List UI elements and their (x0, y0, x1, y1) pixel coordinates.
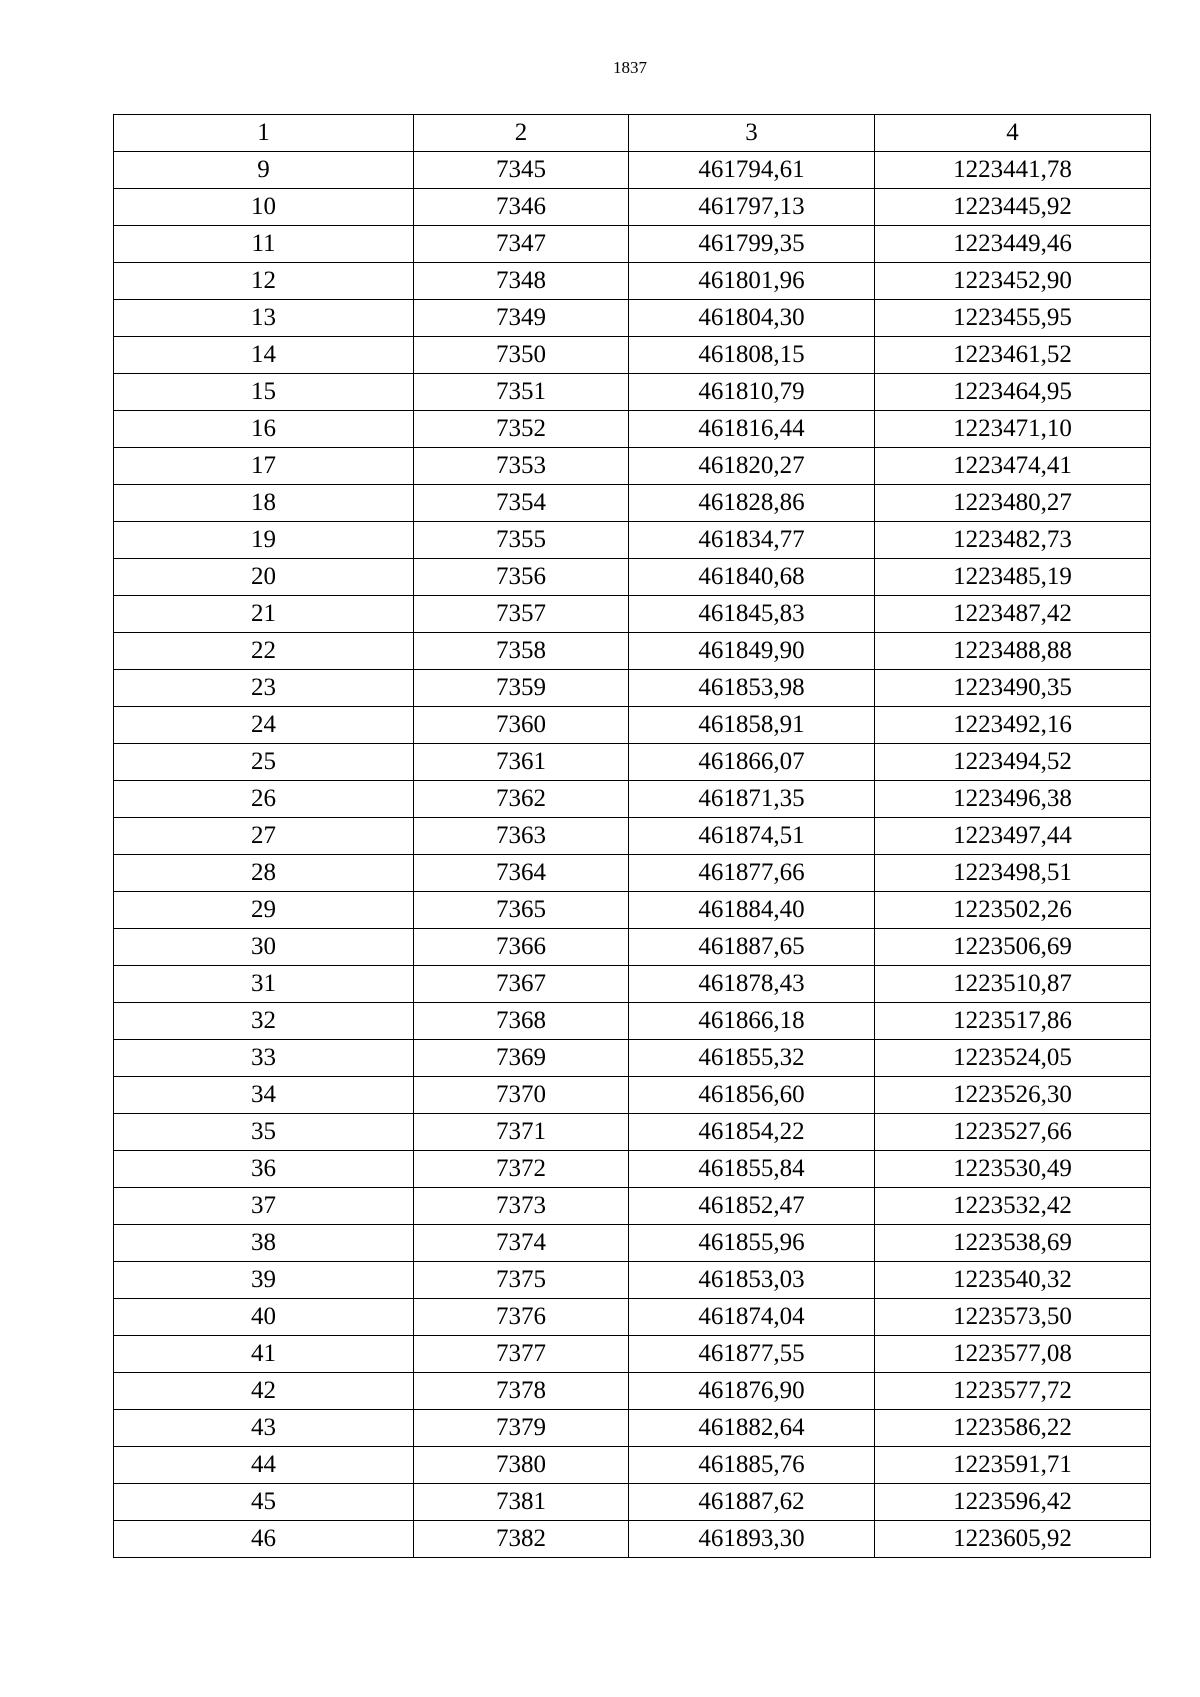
table-row (114, 152, 1151, 189)
table-row (114, 1188, 1151, 1225)
row-number-cell: 31 (114, 966, 414, 1003)
x-coordinate-cell: 461801,96 (629, 263, 875, 300)
y-coordinate-cell: 1223506,69 (875, 929, 1151, 966)
y-coordinate-cell: 1223498,51 (875, 855, 1151, 892)
row-number-cell: 46 (114, 1521, 414, 1558)
row-number-cell: 42 (114, 1373, 414, 1410)
y-coordinate-cell: 1223596,42 (875, 1484, 1151, 1521)
x-coordinate-cell: 461804,30 (629, 300, 875, 337)
y-coordinate-cell: 1223497,44 (875, 818, 1151, 855)
table-row (114, 670, 1151, 707)
table-row (114, 892, 1151, 929)
point-number-cell: 7353 (414, 448, 629, 485)
y-coordinate-cell: 1223494,52 (875, 744, 1151, 781)
point-number-cell: 7369 (414, 1040, 629, 1077)
point-number-cell: 7345 (414, 152, 629, 189)
x-coordinate-cell: 461858,91 (629, 707, 875, 744)
point-number-cell: 7366 (414, 929, 629, 966)
table-row (114, 966, 1151, 1003)
y-coordinate-cell: 1223532,42 (875, 1188, 1151, 1225)
row-number-cell: 20 (114, 559, 414, 596)
y-coordinate-cell: 1223492,16 (875, 707, 1151, 744)
row-number-cell: 43 (114, 1410, 414, 1447)
x-coordinate-cell: 461893,30 (629, 1521, 875, 1558)
point-number-cell: 7348 (414, 263, 629, 300)
table-row (114, 1336, 1151, 1373)
y-coordinate-cell: 1223605,92 (875, 1521, 1151, 1558)
x-coordinate-cell: 461853,03 (629, 1262, 875, 1299)
y-coordinate-cell: 1223471,10 (875, 411, 1151, 448)
point-number-cell: 7374 (414, 1225, 629, 1262)
row-number-cell: 30 (114, 929, 414, 966)
y-coordinate-cell: 1223455,95 (875, 300, 1151, 337)
point-number-cell: 7381 (414, 1484, 629, 1521)
column-header-4: 4 (875, 115, 1151, 152)
x-coordinate-cell: 461840,68 (629, 559, 875, 596)
table-row (114, 1373, 1151, 1410)
point-number-cell: 7370 (414, 1077, 629, 1114)
x-coordinate-cell: 461885,76 (629, 1447, 875, 1484)
table-row (114, 1077, 1151, 1114)
point-number-cell: 7354 (414, 485, 629, 522)
table-row (114, 485, 1151, 522)
x-coordinate-cell: 461887,65 (629, 929, 875, 966)
table-row (114, 522, 1151, 559)
x-coordinate-cell: 461877,66 (629, 855, 875, 892)
table-row (114, 1003, 1151, 1040)
point-number-cell: 7368 (414, 1003, 629, 1040)
x-coordinate-cell: 461855,96 (629, 1225, 875, 1262)
table-row (114, 1521, 1151, 1558)
table-body (114, 115, 1151, 1558)
x-coordinate-cell: 461845,83 (629, 596, 875, 633)
point-number-cell: 7380 (414, 1447, 629, 1484)
point-number-cell: 7346 (414, 189, 629, 226)
table-row (114, 226, 1151, 263)
table-row (114, 1410, 1151, 1447)
y-coordinate-cell: 1223464,95 (875, 374, 1151, 411)
y-coordinate-cell: 1223445,92 (875, 189, 1151, 226)
y-coordinate-cell: 1223474,41 (875, 448, 1151, 485)
table-row (114, 929, 1151, 966)
point-number-cell: 7359 (414, 670, 629, 707)
row-number-cell: 28 (114, 855, 414, 892)
table-row (114, 337, 1151, 374)
table-row (114, 1225, 1151, 1262)
x-coordinate-cell: 461882,64 (629, 1410, 875, 1447)
x-coordinate-cell: 461866,07 (629, 744, 875, 781)
x-coordinate-cell: 461887,62 (629, 1484, 875, 1521)
row-number-cell: 36 (114, 1151, 414, 1188)
y-coordinate-cell: 1223573,50 (875, 1299, 1151, 1336)
y-coordinate-cell: 1223480,27 (875, 485, 1151, 522)
table-row (114, 411, 1151, 448)
table-row (114, 1299, 1151, 1336)
point-number-cell: 7375 (414, 1262, 629, 1299)
y-coordinate-cell: 1223538,69 (875, 1225, 1151, 1262)
point-number-cell: 7371 (414, 1114, 629, 1151)
column-header-1: 1 (114, 115, 414, 152)
point-number-cell: 7356 (414, 559, 629, 596)
row-number-cell: 33 (114, 1040, 414, 1077)
row-number-cell: 23 (114, 670, 414, 707)
row-number-cell: 24 (114, 707, 414, 744)
y-coordinate-cell: 1223502,26 (875, 892, 1151, 929)
point-number-cell: 7365 (414, 892, 629, 929)
row-number-cell: 17 (114, 448, 414, 485)
table-row (114, 559, 1151, 596)
y-coordinate-cell: 1223485,19 (875, 559, 1151, 596)
y-coordinate-cell: 1223524,05 (875, 1040, 1151, 1077)
point-number-cell: 7364 (414, 855, 629, 892)
row-number-cell: 19 (114, 522, 414, 559)
x-coordinate-cell: 461816,44 (629, 411, 875, 448)
y-coordinate-cell: 1223452,90 (875, 263, 1151, 300)
row-number-cell: 26 (114, 781, 414, 818)
point-number-cell: 7372 (414, 1151, 629, 1188)
table-row (114, 1040, 1151, 1077)
y-coordinate-cell: 1223586,22 (875, 1410, 1151, 1447)
y-coordinate-cell: 1223449,46 (875, 226, 1151, 263)
y-coordinate-cell: 1223487,42 (875, 596, 1151, 633)
row-number-cell: 9 (114, 152, 414, 189)
row-number-cell: 38 (114, 1225, 414, 1262)
point-number-cell: 7357 (414, 596, 629, 633)
coordinates-table (113, 114, 1151, 1558)
point-number-cell: 7378 (414, 1373, 629, 1410)
x-coordinate-cell: 461866,18 (629, 1003, 875, 1040)
point-number-cell: 7349 (414, 300, 629, 337)
point-number-cell: 7367 (414, 966, 629, 1003)
x-coordinate-cell: 461856,60 (629, 1077, 875, 1114)
point-number-cell: 7377 (414, 1336, 629, 1373)
x-coordinate-cell: 461871,35 (629, 781, 875, 818)
table-row (114, 300, 1151, 337)
row-number-cell: 25 (114, 744, 414, 781)
page-number: 1837 (613, 58, 647, 77)
x-coordinate-cell: 461874,51 (629, 818, 875, 855)
table-row (114, 781, 1151, 818)
row-number-cell: 12 (114, 263, 414, 300)
point-number-cell: 7351 (414, 374, 629, 411)
x-coordinate-cell: 461849,90 (629, 633, 875, 670)
table-header-row (114, 115, 1151, 152)
row-number-cell: 32 (114, 1003, 414, 1040)
x-coordinate-cell: 461810,79 (629, 374, 875, 411)
point-number-cell: 7358 (414, 633, 629, 670)
x-coordinate-cell: 461855,32 (629, 1040, 875, 1077)
y-coordinate-cell: 1223441,78 (875, 152, 1151, 189)
table-row (114, 263, 1151, 300)
table-row (114, 374, 1151, 411)
row-number-cell: 40 (114, 1299, 414, 1336)
point-number-cell: 7379 (414, 1410, 629, 1447)
x-coordinate-cell: 461855,84 (629, 1151, 875, 1188)
row-number-cell: 44 (114, 1447, 414, 1484)
row-number-cell: 37 (114, 1188, 414, 1225)
table-row (114, 189, 1151, 226)
y-coordinate-cell: 1223577,72 (875, 1373, 1151, 1410)
y-coordinate-cell: 1223591,71 (875, 1447, 1151, 1484)
y-coordinate-cell: 1223526,30 (875, 1077, 1151, 1114)
x-coordinate-cell: 461834,77 (629, 522, 875, 559)
x-coordinate-cell: 461820,27 (629, 448, 875, 485)
row-number-cell: 21 (114, 596, 414, 633)
x-coordinate-cell: 461799,35 (629, 226, 875, 263)
x-coordinate-cell: 461794,61 (629, 152, 875, 189)
x-coordinate-cell: 461828,86 (629, 485, 875, 522)
x-coordinate-cell: 461876,90 (629, 1373, 875, 1410)
table-row (114, 707, 1151, 744)
x-coordinate-cell: 461808,15 (629, 337, 875, 374)
row-number-cell: 13 (114, 300, 414, 337)
point-number-cell: 7382 (414, 1521, 629, 1558)
row-number-cell: 14 (114, 337, 414, 374)
row-number-cell: 35 (114, 1114, 414, 1151)
x-coordinate-cell: 461884,40 (629, 892, 875, 929)
y-coordinate-cell: 1223482,73 (875, 522, 1151, 559)
table-row (114, 855, 1151, 892)
table-row (114, 1447, 1151, 1484)
x-coordinate-cell: 461878,43 (629, 966, 875, 1003)
x-coordinate-cell: 461874,04 (629, 1299, 875, 1336)
table-row (114, 448, 1151, 485)
y-coordinate-cell: 1223488,88 (875, 633, 1151, 670)
table-row (114, 1484, 1151, 1521)
row-number-cell: 11 (114, 226, 414, 263)
point-number-cell: 7362 (414, 781, 629, 818)
y-coordinate-cell: 1223540,32 (875, 1262, 1151, 1299)
y-coordinate-cell: 1223461,52 (875, 337, 1151, 374)
table-row (114, 633, 1151, 670)
table-row (114, 818, 1151, 855)
x-coordinate-cell: 461852,47 (629, 1188, 875, 1225)
column-header-2: 2 (414, 115, 629, 152)
table-row (114, 1262, 1151, 1299)
x-coordinate-cell: 461877,55 (629, 1336, 875, 1373)
row-number-cell: 10 (114, 189, 414, 226)
row-number-cell: 16 (114, 411, 414, 448)
row-number-cell: 45 (114, 1484, 414, 1521)
table-row (114, 596, 1151, 633)
x-coordinate-cell: 461797,13 (629, 189, 875, 226)
x-coordinate-cell: 461854,22 (629, 1114, 875, 1151)
point-number-cell: 7373 (414, 1188, 629, 1225)
y-coordinate-cell: 1223490,35 (875, 670, 1151, 707)
y-coordinate-cell: 1223577,08 (875, 1336, 1151, 1373)
y-coordinate-cell: 1223527,66 (875, 1114, 1151, 1151)
y-coordinate-cell: 1223496,38 (875, 781, 1151, 818)
table-row (114, 744, 1151, 781)
row-number-cell: 15 (114, 374, 414, 411)
row-number-cell: 41 (114, 1336, 414, 1373)
point-number-cell: 7361 (414, 744, 629, 781)
table-row (114, 1151, 1151, 1188)
point-number-cell: 7347 (414, 226, 629, 263)
table-row (114, 1114, 1151, 1151)
point-number-cell: 7363 (414, 818, 629, 855)
x-coordinate-cell: 461853,98 (629, 670, 875, 707)
point-number-cell: 7350 (414, 337, 629, 374)
point-number-cell: 7360 (414, 707, 629, 744)
point-number-cell: 7376 (414, 1299, 629, 1336)
point-number-cell: 7352 (414, 411, 629, 448)
row-number-cell: 34 (114, 1077, 414, 1114)
row-number-cell: 18 (114, 485, 414, 522)
row-number-cell: 29 (114, 892, 414, 929)
point-number-cell: 7355 (414, 522, 629, 559)
y-coordinate-cell: 1223530,49 (875, 1151, 1151, 1188)
row-number-cell: 27 (114, 818, 414, 855)
row-number-cell: 39 (114, 1262, 414, 1299)
column-header-3: 3 (629, 115, 875, 152)
y-coordinate-cell: 1223510,87 (875, 966, 1151, 1003)
y-coordinate-cell: 1223517,86 (875, 1003, 1151, 1040)
row-number-cell: 22 (114, 633, 414, 670)
